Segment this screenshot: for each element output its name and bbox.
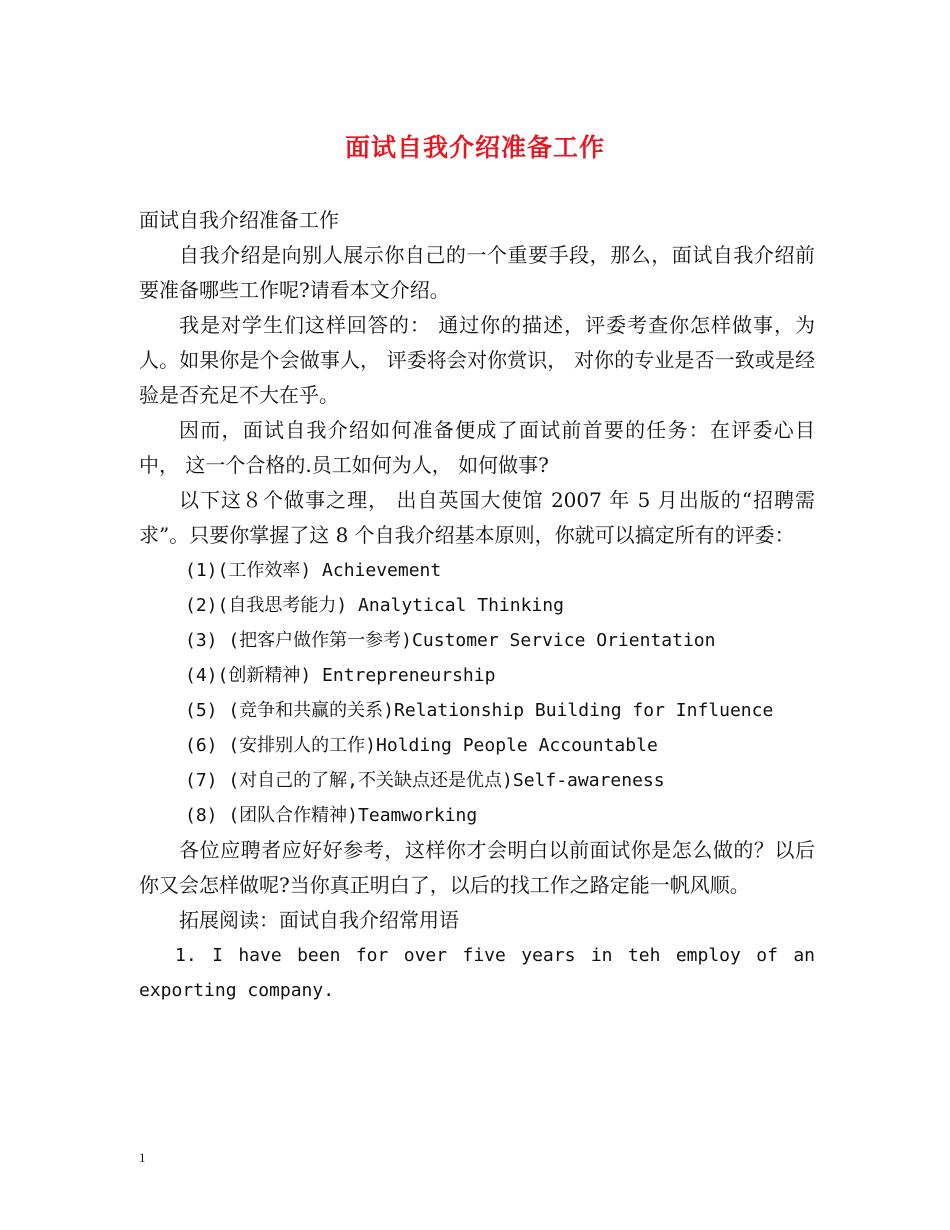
extended-reading-heading: 拓展阅读：面试自我介绍常用语 [179, 908, 459, 932]
principles-paragraph: 以下这８个做事之理， 出自英国大使馆 2007 年 5 月出版的“招聘需求”。只要你掌握了这 8 个自我介绍基本原则，你就可以搞定所有的评委： [139, 488, 815, 547]
list-item-6: (6) (安排别人的工作)Holding People Accountable [185, 735, 658, 756]
document-heading: 面试自我介绍准备工作 [139, 208, 339, 232]
list-item-4: (4)(创新精神) Entrepreneurship [185, 665, 496, 686]
answer-paragraph: 我是对学生们这样回答的： 通过你的描述，评委考查你怎样做事，为人。如果你是个会做事人， 评委将会对你赏识， 对你的专业是否一致或是经验是否充足不大在乎。 [139, 313, 815, 407]
list-item-7: (7) (对自己的了解,不关缺点还是优点)Self-awareness [185, 770, 665, 791]
list-item-1: (1)(工作效率) Achievement [185, 560, 442, 581]
list-item-3: (3) (把客户做作第一参考)Customer Service Orientation [185, 630, 716, 651]
intro-paragraph: 自我介绍是向别人展示你自己的一个重要手段，那么，面试自我介绍前要准备哪些工作呢?请看本文介绍。 [139, 243, 815, 302]
document-body [139, 203, 815, 1008]
document-title: 面试自我介绍准备工作 [344, 133, 605, 162]
page-number: 1 [139, 1150, 146, 1165]
task-paragraph: 因而，面试自我介绍如何准备便成了面试前首要的任务：在评委心目中， 这一个合格的.员工如何为人， 如何做事? [139, 418, 815, 477]
list-item-2: (2)(自我思考能力) Analytical Thinking [185, 595, 564, 616]
list-item-5: (5) (竞争和共赢的关系)Relationship Building for Influence [185, 700, 774, 721]
closing-paragraph: 各位应聘者应好好参考，这样你才会明白以前面试你是怎么做的？以后你又会怎样做呢?当你真正明白了，以后的找工作之路定能一帆风顺。 [139, 838, 815, 897]
list-item-8: (8) (团队合作精神)Teamworking [185, 805, 478, 826]
english-example-sentence: 1. I have been for over five years in teh employ of an exporting company. [139, 945, 815, 1001]
